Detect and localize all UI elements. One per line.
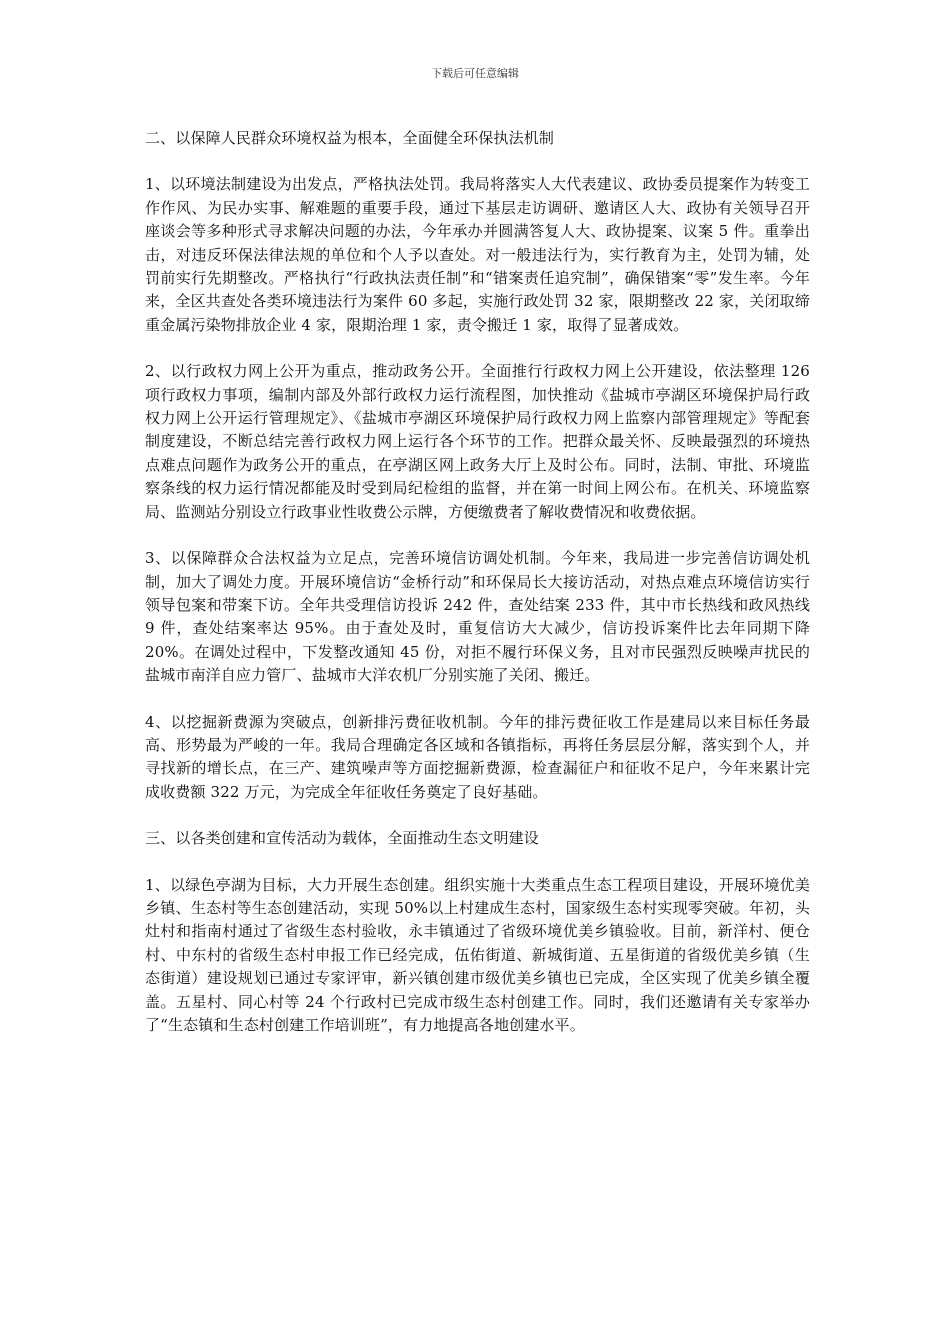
paragraph-government-transparency: 2、以行政权力网上公开为重点，推动政务公开。全面推行行政权力网上公开建设，依法整理 126 项行政权力事项，编制内部及外部行政权力运行流程图，加快推动《盐城市亭湖区环境保护局行政权力网上公开运行管理规定》、《盐城市亭湖区环境保护局行政权力网上监察内部管理规定》等配套制度建设，不断总结完善行政权力网上运行各个环节的工作。把群众最关怀、反映最强烈的环境热点难点问题作为政务公开的重点，在亭湖区网上政务大厅上及时公布。同时，法制、审批、环境监察条线的权力运行情况都能及时受到局纪检组的监督，并在第一时间上网公布。在机关、环境监察局、监测站分别设立行政事业性收费公示牌，方便缴费者了解收费情况和收费依据。 xyxy=(145,362,810,521)
paragraph-legal-enforcement: 1、以环境法制建设为出发点，严格执法处罚。我局将落实人大代表建议、政协委员提案作为转变工作作风、为民办实事、解难题的重要手段，通过下基层走访调研、邀请区人大、政协有关领导召开座谈会等多种形式寻求解决问题的办法，今年承办并圆满答复人大、政协提案、议案 5 件。重拳出击，对违反环保法律法规的单位和个人予以查处。对一般违法行为，实行教育为主，处罚为辅，处罚前实行先期整改。严格执行“行政执法责任制”和“错案责任追究制”，确保错案“零”发生率。今年来，全区共查处各类环境违法行为案件 60 多起，实施行政处罚 32 家，限期整改 22 家，关闭取缔重金属污染物排放企业 4 家，限期治理 1 家，责令搬迁 1 家，取得了显著成效。 xyxy=(145,175,810,334)
section-heading-3: 三、以各类创建和宣传活动为载体，全面推动生态文明建设 xyxy=(145,829,539,848)
document-body xyxy=(145,127,810,1060)
paragraph-petition-mechanism: 3、以保障群众合法权益为立足点，完善环境信访调处机制。今年来，我局进一步完善信访调处机制，加大了调处力度。开展环境信访“金桥行动”和环保局长大接访活动，对热点难点环境信访实行领导包案和带案下访。全年共受理信访投诉 242 件，查处结案 233 件，其中市长热线和政风热线 9 件，查处结案率达 95%。由于查处及时，重复信访大大减少，信访投诉案件比去年同期下降 20%。在调处过程中，下发整改通知 45 份，对拒不履行环保义务，且对市民强烈反映噪声扰民的盐城市南洋自应力管厂、盐城市大洋农机厂分别实施了关闭、搬迁。 xyxy=(145,549,810,685)
paragraph-pollution-fees: 4、以挖掘新费源为突破点，创新排污费征收机制。今年的排污费征收工作是建局以来目标任务最高、形势最为严峻的一年。我局合理确定各区域和各镇指标，再将任务层层分解，落实到个人，并寻找新的增长点，在三产、建筑噪声等方面挖掘新费源，检查漏征户和征收不足户，今年来累计完成收费额 322 万元，为完成全年征收任务奠定了良好基础。 xyxy=(145,712,810,801)
page-header-note: 下载后可任意编辑 xyxy=(431,67,519,80)
section-heading-2: 二、以保障人民群众环境权益为根本，全面健全环保执法机制 xyxy=(145,129,555,147)
paragraph-ecological-creation: 1、以绿色亭湖为目标，大力开展生态创建。组织实施十大类重点生态工程项目建设，开展环境优美乡镇、生态村等生态创建活动，实现 50%以上村建成生态村，国家级生态村实现零突破。年初，头灶村和指南村通过了省级生态村验收，永丰镇通过了省级环境优美乡镇验收。目前，新洋村、便仓村、中东村的省级生态村申报工作已经完成，伍佑街道、新城街道、五星街道的省级优美乡镇（生态街道）建设规划已通过专家评审，新兴镇创建市级优美乡镇也已完成，全区实现了优美乡镇全覆盖。五星村、同心村等 24 个行政村已完成市级生态村创建工作。同时，我们还邀请有关专家举办了“生态镇和生态村创建工作培训班”，有力地提高各地创建水平。 xyxy=(145,875,810,1034)
